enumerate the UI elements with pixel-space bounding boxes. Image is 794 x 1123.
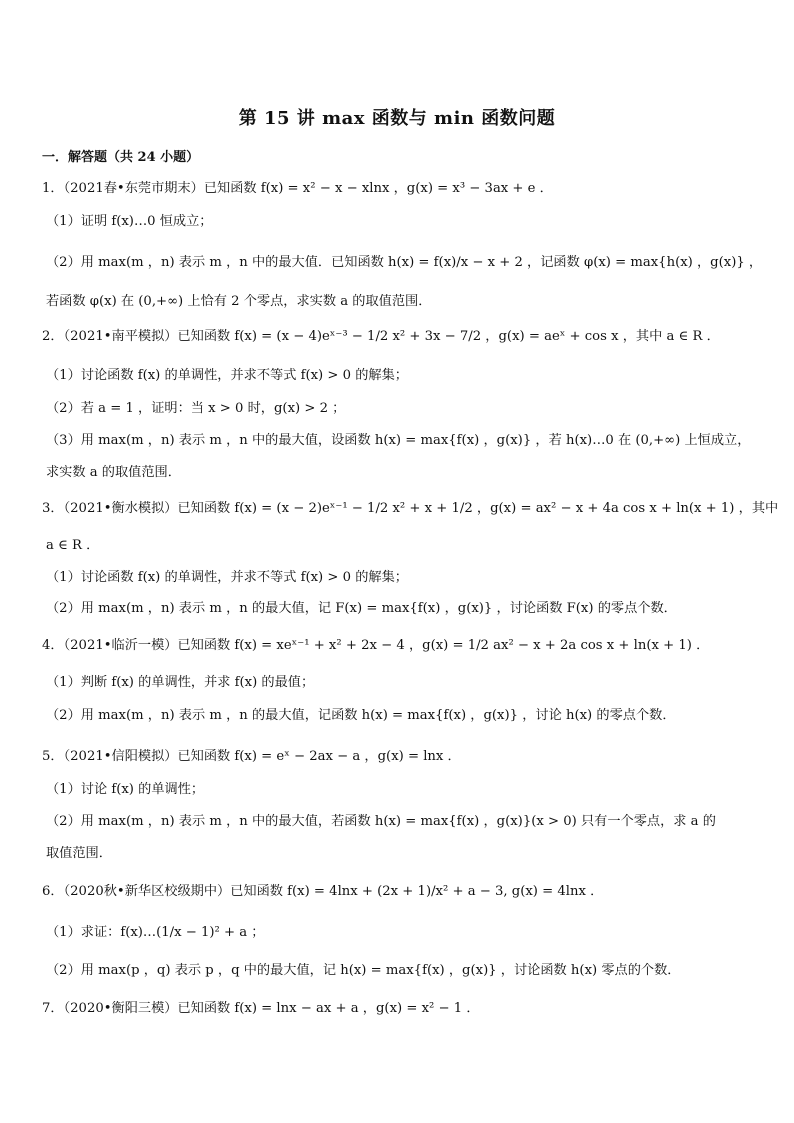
problem-2-part-1: （1）讨论函数 f(x) 的单调性，并求不等式 f(x) > 0 的解集； [46,368,408,383]
page-title: 第 15 讲 max 函数与 min 函数问题 [238,108,556,129]
problem-4-stem: 4．（2021•临沂一模）已知函数 f(x) = xeˣ⁻¹ + x² + 2x − 4 ，g(x) = 1/2 ax² − x + 2a cos x + ln(x + 1) ． [42,638,710,653]
problem-3-stem: 3．（2021•衡水模拟）已知函数 f(x) = (x − 2)eˣ⁻¹ − 1/2 x² + x + 1/2 ，g(x) = ax² − x + 4a cos x + ln(x + 1) ，其中 [42,501,779,516]
problem-4-part-2: （2）用 max(m ，n) 表示 m ，n 的最大值，记函数 h(x) = max{f(x) ，g(x)} ，讨论 h(x) 的零点个数． [46,708,676,723]
problem-6-part-2: （2）用 max(p ，q) 表示 p ，q 中的最大值，记 h(x) = max{f(x) ，g(x)} ，讨论函数 h(x) 零点的个数． [46,963,681,978]
problem-3-stem-cont: a ∈ R ． [46,538,100,553]
problem-2-part-3: （3）用 max(m ，n) 表示 m ，n 中的最大值，设函数 h(x) = max{f(x) ，g(x)} ，若 h(x)…0 在 (0,+∞) 上恒成立， [46,433,751,448]
problem-5-part-2: （2）用 max(m ，n) 表示 m ，n 中的最大值，若函数 h(x) = max{f(x) ，g(x)}(x > 0) 只有一个零点，求 a 的 [46,814,716,829]
problem-6-stem: 6．（2020秋•新华区校级期中）已知函数 f(x) = 4lnx + (2x + 1)/x² + a − 3, g(x) = 4lnx ． [42,884,604,899]
problem-3-part-2: （2）用 max(m ，n) 表示 m ，n 的最大值，记 F(x) = max{f(x) ，g(x)} ，讨论函数 F(x) 的零点个数． [46,601,677,616]
problem-1-part-2-cont: 若函数 φ(x) 在 (0,+∞) 上恰有 2 个零点，求实数 a 的取值范围． [46,294,432,309]
problem-5-stem: 5．（2021•信阳模拟）已知函数 f(x) = eˣ − 2ax − a ，g(x) = lnx ． [42,749,461,764]
problem-4-part-1: （1）判断 f(x) 的单调性，并求 f(x) 的最值； [46,675,315,690]
section-heading: 一．解答题（共 24 小题） [42,150,200,165]
problem-3-part-1: （1）讨论函数 f(x) 的单调性，并求不等式 f(x) > 0 的解集； [46,570,408,585]
problem-2-part-3-cont: 求实数 a 的取值范围． [46,465,181,480]
problem-1-stem: 1．（2021春•东莞市期末）已知函数 f(x) = x² − x − xlnx ，g(x) = x³ − 3ax + e ． [42,181,553,196]
problem-1-part-2: （2）用 max(m ，n) 表示 m ，n 中的最大值．已知函数 h(x) = f(x)/x − x + 2 ，记函数 φ(x) = max{h(x) ，g(x)} ， [46,255,763,270]
problem-5-part-2-cont: 取值范围． [46,846,112,861]
problem-7-stem: 7．（2020•衡阳三模）已知函数 f(x) = lnx − ax + a ，g(x) = x² − 1 ． [42,1001,480,1016]
problem-2-stem: 2．（2021•南平模拟）已知函数 f(x) = (x − 4)eˣ⁻³ − 1/2 x² + 3x − 7/2 ，g(x) = aeˣ + cos x ，其中 a ∈ R ． [42,329,720,344]
problem-5-part-1: （1）讨论 f(x) 的单调性； [46,782,205,797]
problem-1-part-1: （1）证明 f(x)…0 恒成立； [46,214,213,229]
problem-2-part-2: （2）若 a = 1 ，证明：当 x > 0 时，g(x) > 2 ； [46,401,346,416]
problem-6-part-1: （1）求证：f(x)…(1/x − 1)² + a ； [46,925,265,940]
